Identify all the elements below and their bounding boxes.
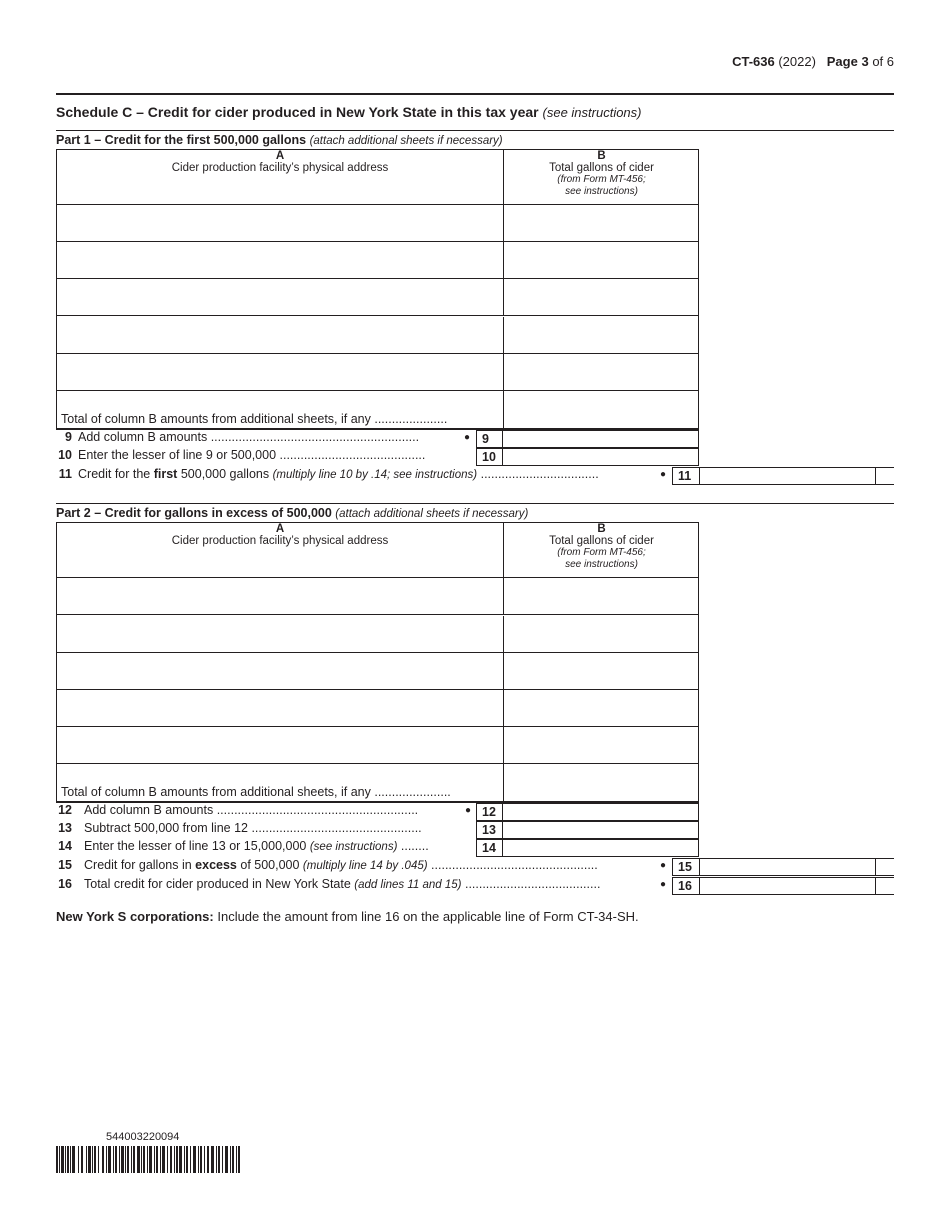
part1-title-note: (attach additional sheets if necessary) [309,135,503,147]
gallons-field[interactable] [504,653,698,689]
note-text: Include the amount from line 16 on the applicable line of Form CT-34-SH. [213,909,639,924]
line-text [84,858,598,872]
line-14-field[interactable] [503,839,699,857]
text-segment: .................................. [477,467,599,481]
line-box-label: 16 [672,877,700,895]
line-12-field[interactable] [503,803,699,821]
col-sublabel: (from Form MT-456; [557,174,646,185]
text-segment: Credit for gallons in [84,858,196,872]
line-text [84,877,600,891]
total-label-cell [57,764,504,801]
part1-col-b-header [504,150,699,205]
form-year: (2022) [778,54,816,69]
bullet-icon: ● [660,469,667,480]
page-label: Page 3 [826,54,869,69]
col-label: Total gallons of cider [549,535,654,547]
col-letter: A [275,523,285,535]
line-box-label: 9 [476,430,503,448]
line-11 [56,467,894,485]
line-9-field[interactable] [503,430,699,448]
col-sublabel: (from Form MT-456; [557,547,646,558]
address-field[interactable] [57,616,504,652]
bullet-icon: ● [464,432,471,443]
address-field[interactable] [57,354,504,390]
text-segment: (see instructions) [309,841,398,853]
address-field[interactable] [57,578,504,614]
table-row [57,653,698,690]
part1-title-text: Part 1 – Credit for the first 500,000 gallons [56,133,307,147]
note-bold: New York S corporations: [56,909,214,924]
col-sublabel: see instructions) [565,559,638,570]
text-segment: (add lines 11 and 15) [354,879,462,891]
barcode-icon [56,1146,240,1173]
col-sublabel: see instructions) [565,186,638,197]
text-segment: (multiply line 10 by .14; see instructions) [272,469,478,481]
line-box-label: 15 [672,858,700,876]
text-segment: 500,000 gallons [177,467,273,481]
line-14 [56,839,699,857]
table-row [57,205,698,242]
line-number: 15 [58,858,72,872]
line-text [84,839,429,853]
text-segment: ........ [397,839,429,853]
line-15-field[interactable] [700,858,894,876]
gallons-field[interactable] [504,317,698,353]
line-number: 10 [58,448,72,462]
line-16-field[interactable] [700,877,894,895]
text-segment: of 500,000 [236,858,303,872]
line-16 [56,877,894,895]
table-row [57,578,698,615]
address-field[interactable] [57,205,504,241]
line-10 [56,448,699,466]
table-row [57,354,698,391]
address-field[interactable] [57,653,504,689]
table-row [57,727,698,764]
address-field[interactable] [57,279,504,315]
line-text: Subtract 500,000 from line 12 ................................................. [84,821,422,835]
line-box-label: 11 [672,467,700,485]
table-row-total [57,764,698,803]
line-11-field[interactable] [700,467,894,485]
line-number: 11 [58,467,72,481]
part2-table [56,522,699,803]
line-box-label: 10 [476,448,503,466]
bullet-icon: ● [465,805,472,816]
line-text: Add column B amounts ............................................................ [78,430,420,444]
line-13 [56,821,699,839]
total-label: Total of column B amounts from additional sheets, if any ...................... [61,785,451,799]
table-row [57,317,698,354]
gallons-field[interactable] [504,616,698,652]
table-row [57,616,698,653]
text-segment: ....................................... [461,877,601,891]
text-segment: Enter the lesser of line 13 or 15,000,000 [84,839,310,853]
page-of: of 6 [872,54,894,69]
part2-title-text: Part 2 – Credit for gallons in excess of 500,000 [56,506,332,520]
line-text: Add column B amounts .......................................................... [84,803,419,817]
schedule-title-note: (see instructions) [542,105,642,120]
schedule-title [56,104,642,120]
additional-sheets-total-field[interactable] [504,764,698,801]
gallons-field[interactable] [504,578,698,614]
divider [56,93,894,95]
line-9 [56,430,699,448]
gallons-field[interactable] [504,279,698,315]
cents-divider [875,858,876,876]
line-15 [56,858,894,876]
part2-title-note: (attach additional sheets if necessary) [335,508,529,520]
col-label: Cider production facility’s physical address [171,162,389,174]
address-field[interactable] [57,690,504,726]
line-12 [56,803,699,821]
divider [56,503,894,504]
cents-divider [875,877,876,895]
gallons-field[interactable] [504,354,698,390]
barcode-number: 544003220094 [106,1131,180,1143]
schedule-title-text: Schedule C – Credit for cider produced in New York State in this tax year [56,104,539,120]
line-text [78,467,599,481]
text-segment: Total credit for cider produced in New York State [84,877,355,891]
table-row [57,242,698,279]
line-10-field[interactable] [503,448,699,466]
cents-divider [875,467,876,485]
bullet-icon: ● [660,879,667,890]
gallons-field[interactable] [504,205,698,241]
gallons-field[interactable] [504,690,698,726]
col-letter: A [275,150,285,162]
total-label-cell [57,391,504,428]
total-label: Total of column B amounts from additional sheets, if any ..................... [61,412,448,426]
address-field[interactable] [57,727,504,763]
line-box-label: 12 [476,803,503,821]
text-segment: ................................................ [427,858,598,872]
line-number: 14 [58,839,72,853]
gallons-field[interactable] [504,727,698,763]
col-letter: B [597,523,606,535]
line-text: Enter the lesser of line 9 or 500,000 .......................................... [78,448,426,462]
s-corporation-note [56,909,639,924]
col-letter: B [597,150,606,162]
text-segment: excess [195,858,237,872]
part2-col-b-header [504,523,699,578]
line-number: 9 [65,430,72,444]
text-segment: (multiply line 14 by .045) [302,860,428,872]
part1-col-a-header [57,150,504,205]
col-label: Total gallons of cider [549,162,654,174]
bullet-icon: ● [660,860,667,871]
address-field[interactable] [57,317,504,353]
line-number: 16 [58,877,72,891]
line-13-field[interactable] [503,821,699,839]
line-number: 12 [58,803,72,817]
part2-title [56,506,528,520]
page-header [732,54,894,69]
form-number: CT-636 [732,54,775,69]
part1-title [56,133,503,147]
line-number: 13 [58,821,72,835]
part2-col-a-header [57,523,504,578]
text-segment: first [153,467,178,481]
part1-table [56,149,699,430]
table-row-total [57,391,698,430]
address-field[interactable] [57,242,504,278]
additional-sheets-total-field[interactable] [504,391,698,428]
line-box-label: 14 [476,839,503,857]
gallons-field[interactable] [504,242,698,278]
line-box-label: 13 [476,821,503,839]
text-segment: Credit for the [78,467,154,481]
divider [56,130,894,131]
table-row [57,279,698,316]
table-row [57,690,698,727]
col-label: Cider production facility’s physical address [171,535,389,547]
